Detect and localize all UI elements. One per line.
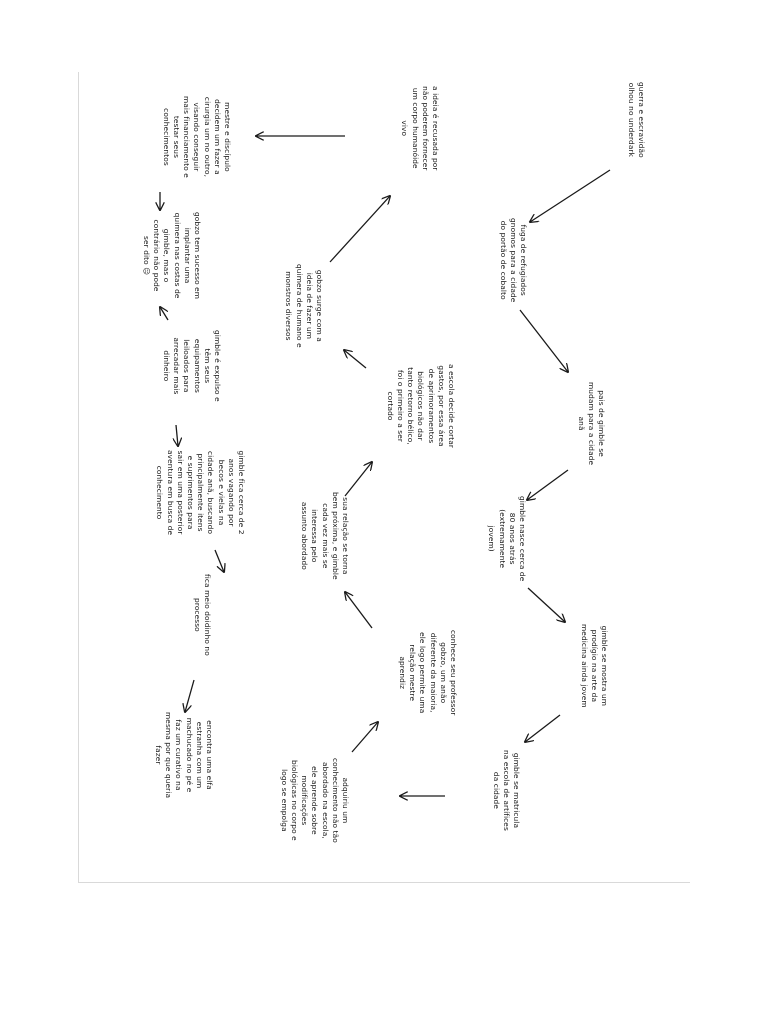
arrow-prodigio-to-matricula: [525, 715, 560, 742]
arrow-vagando-to-doidinho: [215, 550, 224, 572]
arrow-expulso-to-vagando: [176, 425, 178, 446]
node-matricula: gimble se matricula na escola de artífices da cidade: [491, 750, 521, 831]
arrow-gobzo-surge-to-recusada: [330, 196, 390, 262]
node-escola: a escola decide cortar gastos, por essa área de aprimoramentos biológicos não dar tanto retorno bélico, foi o primeiro a ser cortado: [385, 364, 456, 449]
arrow-relacao-to-escola: [345, 462, 372, 496]
node-prodigio: gimble se mostra um prodígio na arte da medicina ainda jovem: [579, 624, 609, 708]
node-expulso: gimble é expulso e têm seus equipamentos leiloados para arrecadar mais dinheiro: [161, 330, 222, 402]
node-relacao: sua relação se torna bem próxima, e gimble cada vez mais se interessa pelo assunto abordado: [300, 492, 350, 580]
arrow-guerra-to-fuga: [530, 170, 610, 222]
node-sucesso: gobzo tem sucesso em implantar uma quimera nas costas de gimble, mas o contrário não pode ser dito ☹: [141, 212, 202, 300]
node-professor: conhece seu professor gobzo, um anão diferente da maioria, ele logo permite uma relação mestre aprendiz: [397, 630, 458, 716]
arrow-doidinho-to-elfa: [185, 680, 194, 712]
node-elfa: encontra uma elfa estranha com um machucado no pé e faz um curativo na mesma por que queria fazer: [153, 712, 214, 799]
node-gobzo-surge: gobzo surge com a ideia de fazer um quimera de humano e monstros diversos: [284, 264, 324, 348]
arrow-sucesso-to-expulso: [160, 307, 168, 320]
node-pais: pais de gimble se mudam para a cidade anã: [576, 382, 606, 466]
node-fuga: fuga de refugiados gnomos para a cidade do portão de cobalto: [498, 218, 528, 303]
node-guerra: guerra e escravidão olhou no underdark: [626, 82, 646, 158]
node-mestre: mestre e discípulo decidem um fazer a cirurgia um no outro, visando conseguir mais financiamento e testar seus conhecimentos: [161, 96, 232, 178]
node-doidinho: fica meio doidinho no processo: [192, 574, 212, 656]
arrow-fuga-to-pais: [520, 310, 568, 372]
arrow-pais-to-nasce: [527, 470, 568, 500]
arrow-professor-to-relacao: [345, 592, 372, 628]
node-adquiriu: adquiriu um conhecimento não tão abordado na escola, ele aprende sobre modificações biológicas no corpo e logo se empolga: [279, 758, 350, 843]
arrow-adquiriu-to-professor: [352, 722, 378, 752]
arrow-nasce-to-prodigio: [528, 588, 565, 622]
node-vagando: gimble fica cerca de 2 anos vagando por becos e vielas na cidade anã, buscando principalmente itens e suprimentos para sair em uma posterior aventura em busca de conhecimento: [155, 450, 246, 536]
node-recusada: a ideia é recusada por não poderem fornecer um corpo humanóide vivo: [400, 86, 440, 171]
arrow-escola-to-gobzo-surge: [344, 350, 366, 368]
node-nasce: gimble nasce cerca de 80 anos atrás (extremamente jovem): [487, 496, 527, 582]
